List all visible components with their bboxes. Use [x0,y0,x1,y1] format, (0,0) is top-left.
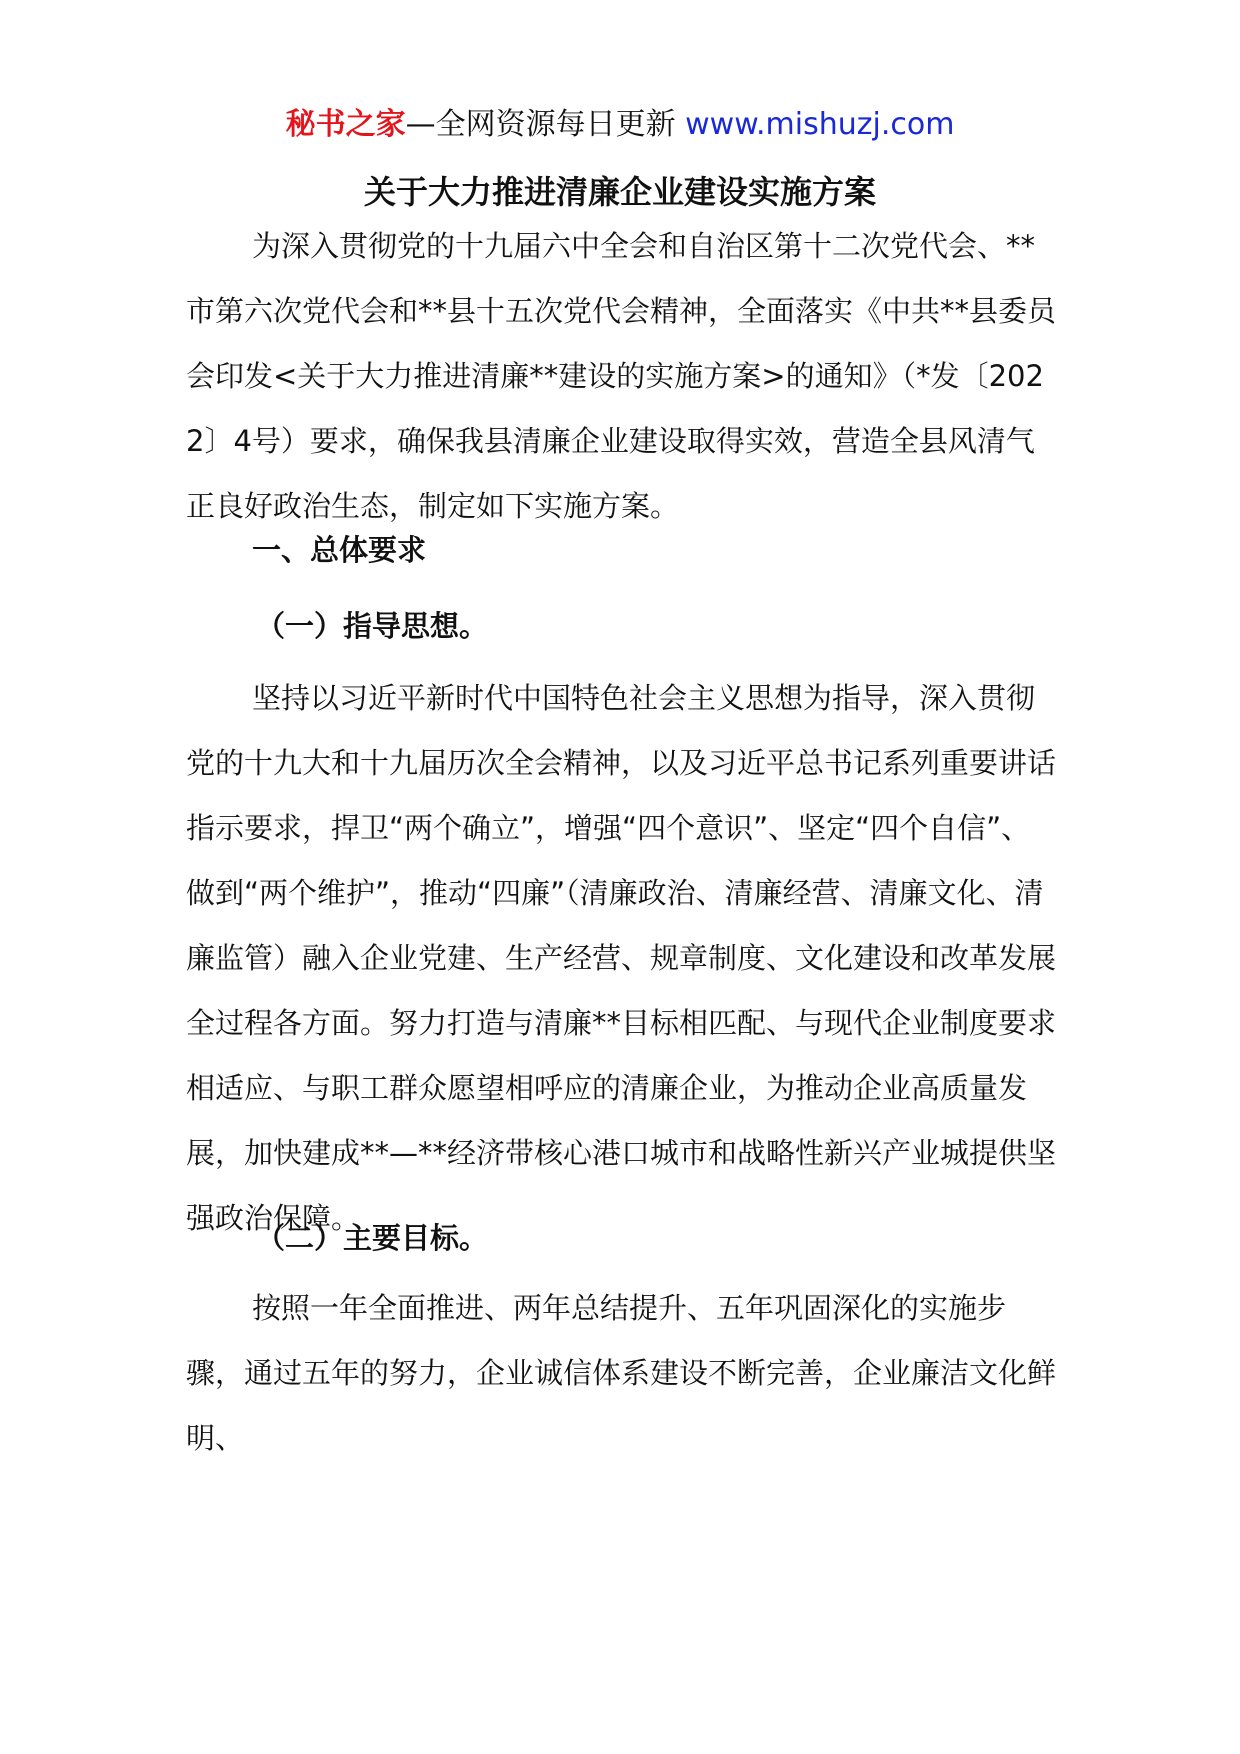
main-goals-paragraph: 按照一年全面推进、两年总结提升、五年巩固深化的实施步骤，通过五年的努力，企业诚信体系建设不断完善，企业廉洁文化鲜明、 [186,1291,1057,1455]
guiding-ideology-paragraph: 坚持以习近平新时代中国特色社会主义思想为指导，深入贯彻党的十九大和十九届历次全会精神，以及习近平总书记系列重要讲话指示要求，捍卫“两个确立”，增强“四个意识”、坚定“四个自信”、做到“两个维护”，推动“四廉”（清廉政治、清廉经营、清廉文化、清廉监管）融入企业党建、生产经营、规章制度、文化建设和改革发展全过程各方面。努力打造与清廉**目标相匹配、与现代企业制度要求相适应、与职工群众愿望相呼应的清廉企业，为推动企业高质量发展，加快建成**—**经济带核心港口城市和战略性新兴产业城提供坚强政治保障。 [186,681,1057,1235]
intro-paragraph: 为深入贯彻党的十九届六中全会和自治区第十二次党代会、**市第六次党代会和**县十五次党代会精神，全面落实《中共**县委员会印发<关于大力推进清廉**建设的实施方案>的通知》（*发〔2022〕4号）要求，确保我县清廉企业建设取得实效，营造全县风清气正良好政治生态，制定如下实施方案。 [186,229,1057,523]
site-header [0,98,1240,152]
section-heading: 一、总体要求 [252,533,427,567]
subsection-heading: （一）指导思想。 [256,609,489,643]
subsection-heading-goals: （二）主要目标。 [256,1221,489,1255]
site-url: www.mishuzj.com [685,107,955,142]
brand-name: 秘书之家 [285,107,406,142]
header-slogan: —全网资源每日更新 [405,107,686,142]
document-title: 关于大力推进清廉企业建设实施方案 [363,173,876,211]
